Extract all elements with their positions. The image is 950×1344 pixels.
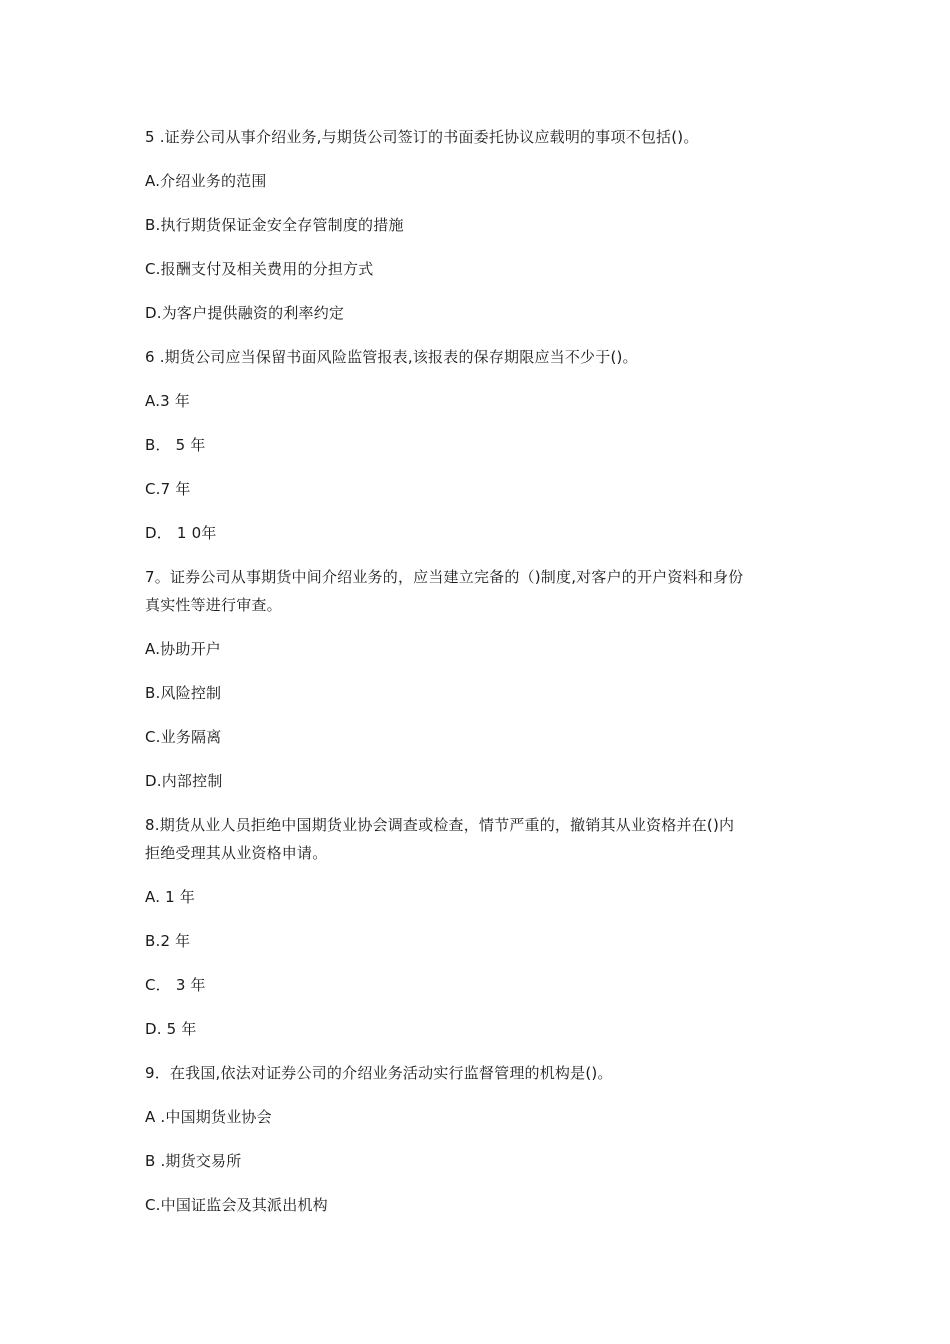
question-8-option-d: D. 5 年: [145, 1020, 197, 1038]
question-5-option-b: B.执行期货保证金安全存管制度的措施: [145, 216, 404, 234]
question-8-stem-line-2: 拒绝受理其从业资格申请。: [145, 844, 328, 862]
question-5-option-a: A.介绍业务的范围: [145, 172, 267, 190]
question-8-option-c: C． 3 年: [145, 976, 206, 994]
question-6-option-b: B． 5 年: [145, 436, 206, 454]
question-6-option-a: A.3 年: [145, 392, 191, 410]
question-7-option-a: A.协助开户: [145, 640, 221, 658]
question-6-stem-line-1: 6 .期货公司应当保留书面风险监管报表,该报表的保存期限应当不少于()。: [145, 348, 638, 366]
question-6-option-c: C.7 年: [145, 480, 191, 498]
question-7-option-d: D.内部控制: [145, 772, 223, 790]
question-5-stem-line-1: 5 .证券公司从事介绍业务,与期货公司签订的书面委托协议应载明的事项不包括()。: [145, 128, 699, 146]
question-7-option-c: C.业务隔离: [145, 728, 222, 746]
question-5-option-c: C.报酬支付及相关费用的分担方式: [145, 260, 374, 278]
question-7-option-b: B.风险控制: [145, 684, 222, 702]
question-5-option-d: D.为客户提供融资的利率约定: [145, 304, 345, 322]
question-9-option-c: C.中国证监会及其派出机构: [145, 1196, 328, 1214]
question-8-option-a: A. 1 年: [145, 888, 196, 906]
question-8-option-b: B.2 年: [145, 932, 191, 950]
question-9-option-a: A .中国期货业协会: [145, 1108, 272, 1126]
question-9-option-b: B .期货交易所: [145, 1152, 242, 1170]
question-9-stem-line-1: 9．在我国,依法对证券公司的介绍业务活动实行监督管理的机构是()。: [145, 1064, 613, 1082]
question-6-option-d: D． 1 0年: [145, 524, 217, 542]
question-8-stem-line-1: 8.期货从业人员拒绝中国期货业协会调查或检查，情节严重的，撤销其从业资格并在()内: [145, 816, 735, 834]
question-7-stem-line-1: 7。证券公司从事期货中间介绍业务的，应当建立完备的（)制度,对客户的开户资料和身份: [145, 568, 744, 586]
question-7-stem-line-2: 真实性等进行审查。: [145, 596, 282, 614]
